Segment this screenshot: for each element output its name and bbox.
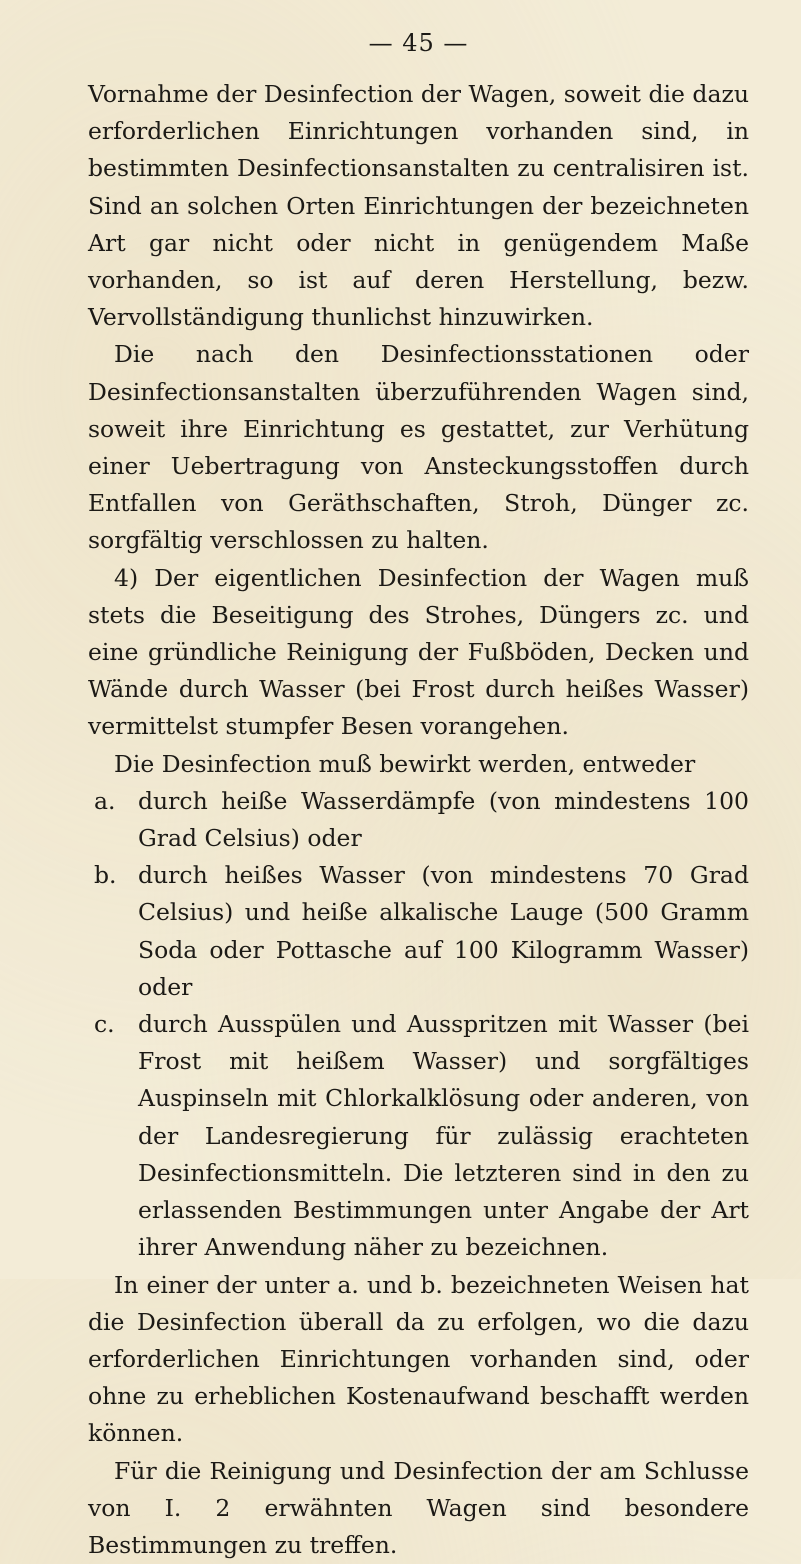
list-item-text: durch Ausspülen und Ausspritzen mit Wasser (bei Frost mit heißem Wasser) und sorgfältiges Auspinseln mit Chlorkalklösung oder anderen, von der Landesregierung für zulässig erachteten Desinfectionsmitteln. Die letzteren sind in den zu erlassenden Bestimmungen unter Angabe der Art ihrer Anwendung näher zu bezeichnen. [138,1010,749,1262]
paragraph-desinfection-methods-intro: Die Desinfection muß bewirkt werden, entweder [114,749,696,778]
list-item [88,1006,749,1266]
paragraph-wagon-transfer: Die nach den Desinfectionsstationen oder Desinfectionsanstalten überzuführenden Wagen sind, soweit ihre Einrichtung es gestattet, zur Verhütung einer Uebertragung von Ansteckungsstoffen durch Entfallen von Geräthschaften, Stroh, Dünger zc. sorgfältig verschlossen zu halten. [88,340,749,555]
list-item [88,783,749,857]
desinfection-methods-list [88,783,749,1267]
paragraph-desinfection-centralisation: Vornahme der Desinfection der Wagen, soweit die dazu erforderlichen Einrichtungen vorhanden sind, in bestimmten Desinfectionsanstalten zu centralisiren ist. Sind an solchen Orten Einrichtungen der bezeichneten Art gar nicht oder nicht in genügendem Maße vorhanden, so ist auf deren Herstellung, bezw. Vervollständigung thunlichst hinzuwirken. [88,80,749,332]
list-marker: a. [94,786,116,815]
paragraph-desinfection-locations: In einer der unter a. und b. bezeichneten Weisen hat die Desinfection überall da zu erfolgen, wo die dazu erforderlichen Einrichtungen vorhanden sind, oder ohne zu erheblichen Kostenaufwand beschafft werden können. [88,1270,749,1448]
list-item-text: durch heiße Wasserdämpfe (von mindestens 100 Grad Celsius) oder [138,786,749,853]
list-item-text: durch heißes Wasser (von mindestens 70 Grad Celsius) und heiße alkalische Lauge (500 Gramm Soda oder Pottasche auf 100 Kilogramm Wasser) oder [138,861,749,1001]
page-number: — 45 — [368,29,469,57]
paragraph-special-provisions: Für die Reinigung und Desinfection der am Schlusse von I. 2 erwähnten Wagen sind besondere Bestimmungen zu treffen. [88,1456,749,1559]
paragraph-section-4-cleaning: 4) Der eigentlichen Desinfection der Wagen muß stets die Beseitigung des Strohes, Düngers zc. und eine gründliche Reinigung der Fußböden, Decken und Wände durch Wasser (bei Frost durch heißes Wasser) vermittelst stumpfer Besen vorangehen. [88,563,749,741]
list-marker: b. [94,861,117,890]
list-marker: c. [94,1010,115,1039]
list-item [88,857,749,1006]
